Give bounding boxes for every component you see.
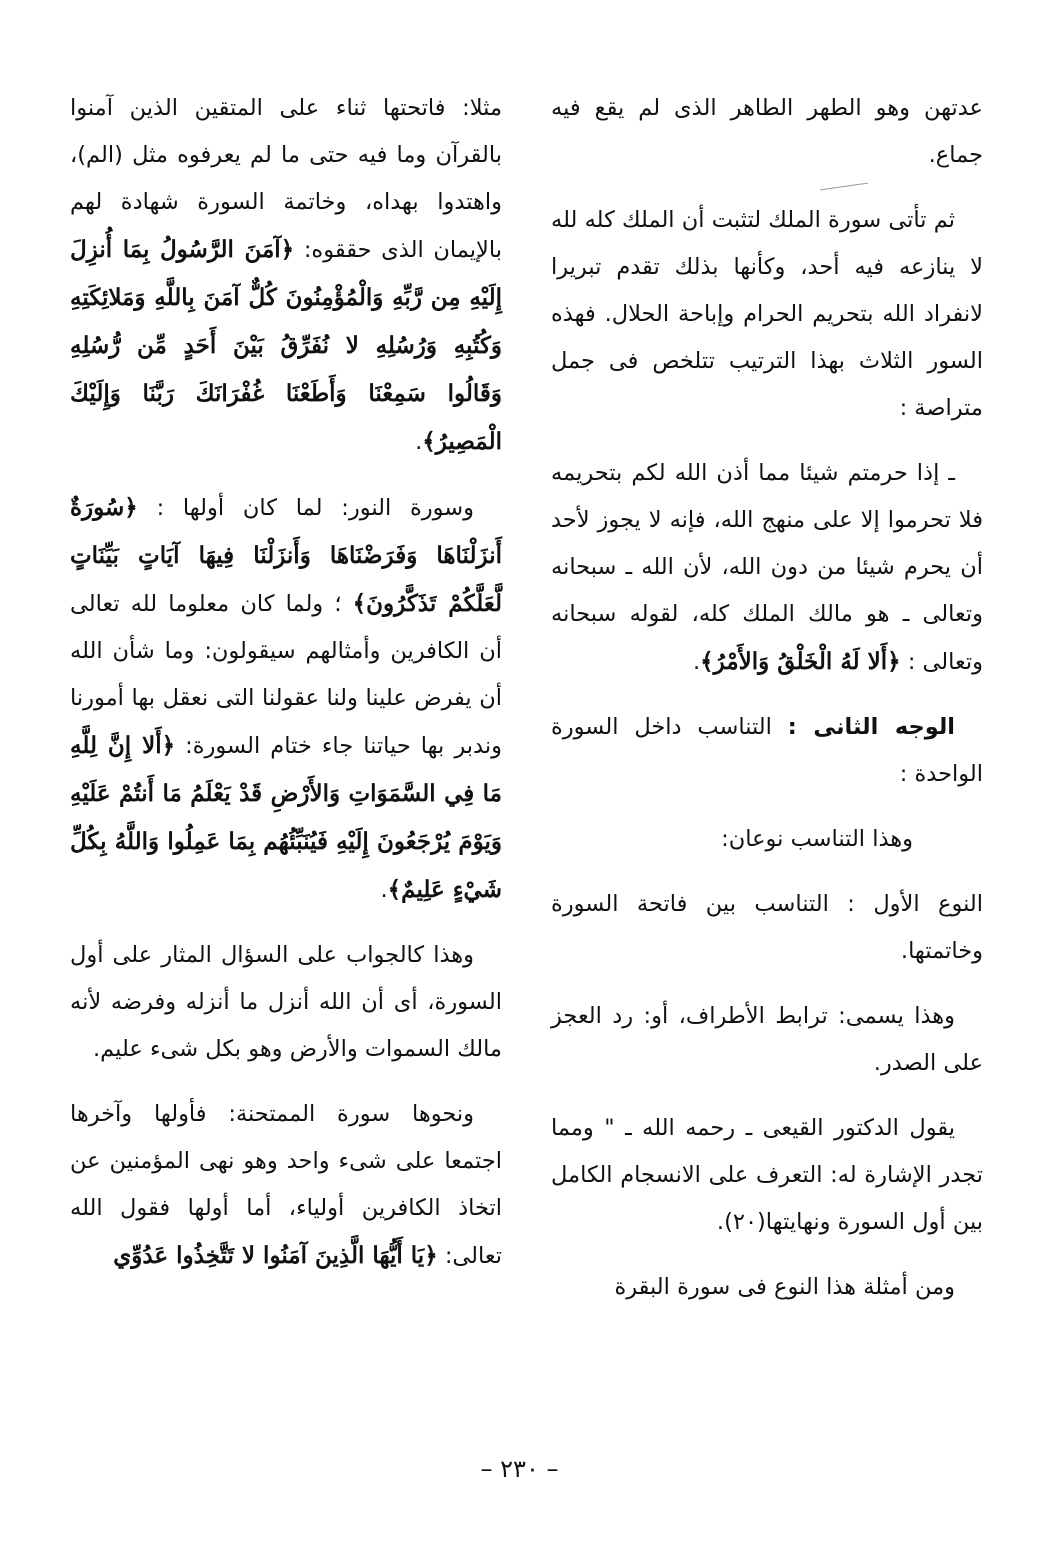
paragraph-tahrim xyxy=(551,450,983,686)
paragraph-text: التناسب داخل السورة الواحدة : xyxy=(551,714,983,787)
paragraph-text: عدتهن وهو الطهر الطاهر الذى لم يقع فيه جماع. xyxy=(551,95,983,168)
paragraph-text: ثم تأتى سورة الملك لتثبت أن الملك كله لله لا ينازعه فيه أحد، وكأنها بذلك تقدم تبريرا لانفراد الله بتحريم الحرام وإباحة الحلال. فهذه السور الثلاث بهذا الترتيب تتلخص فى جمل متراصة : xyxy=(551,207,983,421)
paragraph-text: وهذا التناسب نوعان: xyxy=(721,826,913,852)
paragraph-text: مثلا: فاتحتها ثناء على المتقين الذين آمنوا بالقرآن وما فيه حتى ما لم يعرفوه مثل (الم)، واهتدوا بهداه، وخاتمة السورة شهادة لهم بالإيمان الذى حققوه: xyxy=(70,95,502,263)
paragraph-end: . xyxy=(380,877,388,903)
paragraph-text: ؛ ولما كان معلوما لله تعالى أن الكافرين وأمثالهم سيقولون: وما شأن الله أن يفرض علينا ولنا عقولنا التى نعقل بها أمورنا وندبر بها حياتنا جاء ختام السورة: xyxy=(70,591,502,759)
paragraph-second-aspect xyxy=(551,704,983,798)
paragraph-text: وهذا كالجواب على السؤال المثار على أول السورة، أى أن الله أنزل ما أنزله وفرضه لأنه مالك السموات والأرض وهو بكل شىء عليم. xyxy=(70,942,502,1062)
paragraph-terminology xyxy=(551,993,983,1087)
paragraph-answer xyxy=(70,932,502,1073)
quran-verse: ﴿يَا أَيُّهَا الَّذِينَ آمَنُوا لا تَتَّخِذُوا عَدُوِّي xyxy=(113,1242,438,1269)
paragraph-al-baqarah xyxy=(70,85,502,466)
paragraph-text: ونحوها سورة الممتحنة: فأولها وآخرها اجتمعا على شىء واحد وهو نهى المؤمنين عن اتخاذ الكافرين أولياء، أما أولها فقول الله تعالى: xyxy=(70,1101,502,1269)
paragraph-text: ـ إذا حرمتم شيئا مما أذن الله لكم بتحريمه فلا تحرموا إلا على منهج الله، فإنه لا يجوز لأحد أن يحرم شيئا من دون الله، لأن الله ـ سبحانه وتعالى ـ هو مالك الملك كله، لقوله سبحانه وتعالى : xyxy=(551,460,983,675)
right-column xyxy=(551,85,983,1329)
paragraph-two-types xyxy=(551,816,983,863)
paragraph-text: وهذا يسمى: ترابط الأطراف، أو: رد العجز على الصدر. xyxy=(551,1003,983,1076)
paragraph-iddah xyxy=(551,85,983,179)
section-heading: الوجه الثانى : xyxy=(787,714,956,740)
paragraph-al-mumtahanah xyxy=(70,1091,502,1280)
paragraph-examples xyxy=(551,1264,983,1311)
paragraph-end: . xyxy=(693,649,701,675)
quran-verse: ﴿سُورَةٌ أَنزَلْنَاهَا وَفَرَضْنَاهَا وَأَنزَلْنَا فِيهَا آيَاتٍ بَيِّنَاتٍ لَّعَلَّكُمْ تَذَكَّرُونَ﴾ xyxy=(70,494,502,617)
paragraph-surat-al-mulk xyxy=(551,197,983,432)
paragraph-text: النوع الأول : التناسب بين فاتحة السورة وخاتمتها. xyxy=(551,891,983,964)
paragraph-text: يقول الدكتور القيعى ـ رحمه الله ـ " ومما تجدر الإشارة له: التعرف على الانسجام الكامل بين أول السورة ونهايتها(٢٠). xyxy=(551,1115,983,1235)
paragraph-first-type xyxy=(551,881,983,975)
quran-verse: ﴿آمَنَ الرَّسُولُ بِمَا أُنزِلَ إِلَيْهِ مِن رَّبِّهِ وَالْمُؤْمِنُونَ كُلٌّ آمَنَ بِاللَّهِ وَمَلائِكَتِهِ وَكُتُبِهِ وَرُسُلِهِ لا نُفَرِّقُ بَيْنَ أَحَدٍ مِّن رُّسُلِهِ وَقَالُوا سَمِعْنَا وَأَطَعْنَا غُفْرَانَكَ رَبَّنَا وَإِلَيْكَ الْمَصِيرُ﴾ xyxy=(70,236,502,455)
quran-verse: ﴿أَلا لَهُ الْخَلْقُ وَالأَمْرُ﴾ xyxy=(700,648,901,675)
paragraph-text: ومن أمثلة هذا النوع فى سورة البقرة xyxy=(614,1274,955,1300)
paragraph-an-nur xyxy=(70,484,502,914)
paragraph-end: . xyxy=(415,429,423,455)
paragraph-quote xyxy=(551,1105,983,1246)
left-column xyxy=(70,85,502,1298)
quran-verse: ﴿أَلا إِنَّ لِلَّهِ مَا فِي السَّمَوَاتِ وَالأَرْضِ قَدْ يَعْلَمُ مَا أَنتُمْ عَلَيْهِ وَيَوْمَ يُرْجَعُونَ إِلَيْهِ فَيُنَبِّئُهُم بِمَا عَمِلُوا وَاللَّهُ بِكُلِّ شَيْءٍ عَلِيمٌ﴾ xyxy=(70,732,502,903)
paragraph-text: وسورة النور: لما كان أولها : xyxy=(156,495,475,521)
page-number: – ٢٣٠ – xyxy=(480,1455,559,1483)
